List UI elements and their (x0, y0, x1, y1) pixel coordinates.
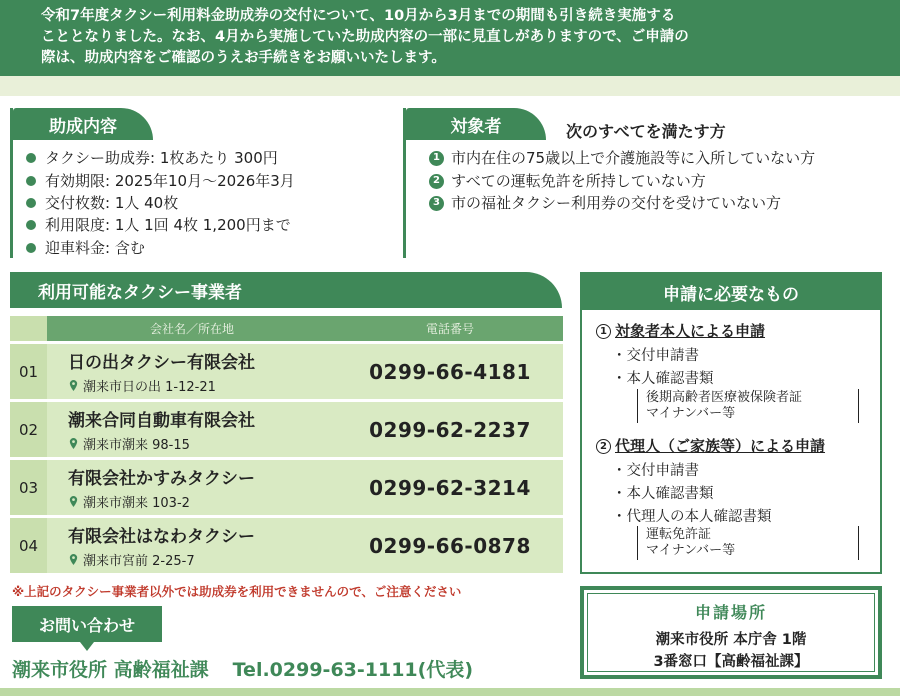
document-bracket: 後期高齢者医療被保険者証 マイナンバー等 (637, 389, 859, 423)
location-pin-icon (68, 438, 79, 449)
location-pin-icon (68, 554, 79, 565)
bullet-icon (26, 220, 36, 230)
number-circle: 2 (596, 439, 611, 454)
phone-number[interactable]: 0299-66-4181 (337, 344, 563, 399)
notice-text (41, 6, 871, 69)
company-cell (47, 402, 337, 457)
eligibility-title: 対象者 (406, 108, 546, 140)
place-title: 申請場所 (694, 603, 767, 622)
eligibility-subtitle: 次のすべてを満たす方 (566, 122, 726, 141)
benefit-item: 迎車料金: 含む (26, 237, 145, 259)
inquiry-phone[interactable]: Tel.0299-63-1111(代表) (232, 659, 474, 681)
place-inner-frame (587, 593, 875, 672)
company-address: 潮来市宮前 2-25-7 (68, 550, 337, 569)
company-name: 日の出タクシー有限会社 (68, 353, 255, 373)
table-row (10, 460, 563, 515)
header-company: 会社名／所在地 (47, 316, 337, 341)
phone-number[interactable]: 0299-62-3214 (337, 460, 563, 515)
document-bracket: 運転免許証 マイナンバー等 (637, 526, 859, 560)
phone-number[interactable]: 0299-66-0878 (337, 518, 563, 573)
self-application-title: 1 対象者本人による申請 (596, 320, 765, 341)
benefit-item: タクシー助成券: 1枚あたり 300円 (26, 147, 278, 169)
row-number: 01 (10, 344, 47, 399)
application-place-box (580, 586, 882, 679)
company-name: 有限会社はなわタクシー (68, 527, 255, 547)
company-name: 有限会社かすみタクシー (68, 469, 255, 489)
company-address: 潮来市潮来 103-2 (68, 492, 337, 511)
taxi-section-title: 利用可能なタクシー事業者 (10, 272, 562, 308)
requirement-item: ・本人確認書類 (612, 486, 714, 502)
bullet-icon (26, 198, 36, 208)
bullet-icon (26, 176, 36, 186)
header-num (10, 316, 47, 341)
number-badge: 1 (429, 151, 444, 166)
company-cell (47, 460, 337, 515)
arrow-down-icon (80, 642, 94, 651)
notice-banner (0, 0, 900, 76)
table-row (10, 518, 563, 573)
benefits-title: 助成内容 (13, 108, 153, 140)
notice-line: 際は、助成内容をご確認のうえお手続きをお願いいたします。 (41, 50, 446, 66)
requirements-title: 申請に必要なもの (582, 274, 880, 310)
company-address: 潮来市潮来 98-15 (68, 434, 337, 453)
number-circle: 1 (596, 324, 611, 339)
taxi-table (10, 313, 563, 576)
requirement-item: ・代理人の本人確認書類 (612, 509, 772, 525)
row-number: 02 (10, 402, 47, 457)
location-pin-icon (68, 380, 79, 391)
row-number: 03 (10, 460, 47, 515)
requirement-item: ・交付申請書 (612, 348, 699, 364)
header-tel: 電話番号 (337, 316, 563, 341)
eligibility-item: 1 市内在住の75歳以上で介護施設等に入所していない方 (429, 147, 815, 169)
requirement-item: ・交付申請書 (612, 463, 699, 479)
requirements-box (580, 272, 882, 574)
benefit-item: 交付枚数: 1人 40枚 (26, 192, 178, 214)
eligibility-item: 2 すべての運転免許を所持していない方 (429, 170, 706, 192)
bullet-icon (26, 243, 36, 253)
place-line: 3番窓口【高齢福祉課】 (653, 654, 809, 670)
location-pin-icon (68, 496, 79, 507)
inquiry-office: 潮来市役所 高齢福祉課 (12, 659, 209, 681)
number-badge: 2 (429, 174, 444, 189)
company-address: 潮来市日の出 1-12-21 (68, 376, 337, 395)
table-row (10, 344, 563, 399)
company-cell (47, 344, 337, 399)
requirement-item: ・本人確認書類 (612, 371, 714, 387)
bottom-strip (0, 688, 900, 696)
table-row (10, 402, 563, 457)
phone-number[interactable]: 0299-62-2237 (337, 402, 563, 457)
notice-line: こととなりました。なお、4月から実施していた助成内容の一部に見直しがありますので、ご申請の (41, 29, 689, 45)
bullet-icon (26, 153, 36, 163)
company-name: 潮来合同自動車有限会社 (68, 411, 255, 431)
taxi-note: ※上記のタクシー事業者以外では助成券を利用できませんので、ご注意ください (12, 584, 462, 599)
number-badge: 3 (429, 196, 444, 211)
eligibility-item: 3 市の福祉タクシー利用券の交付を受けていない方 (429, 192, 781, 214)
place-line: 潮来市役所 本庁舎 1階 (655, 632, 807, 648)
table-header-row (10, 316, 563, 341)
inquiry-title: お問い合わせ (12, 606, 162, 642)
notice-line: 令和7年度タクシー利用料金助成券の交付について、10月から3月までの期間も引き続き実施する (41, 8, 676, 24)
company-cell (47, 518, 337, 573)
benefit-item: 利用限度: 1人 1回 4枚 1,200円まで (26, 214, 291, 236)
benefit-item: 有効期限: 2025年10月～2026年3月 (26, 170, 295, 192)
row-number: 04 (10, 518, 47, 573)
inquiry-contact (12, 655, 497, 682)
proxy-application-title: 2 代理人（ご家族等）による申請 (596, 435, 825, 456)
